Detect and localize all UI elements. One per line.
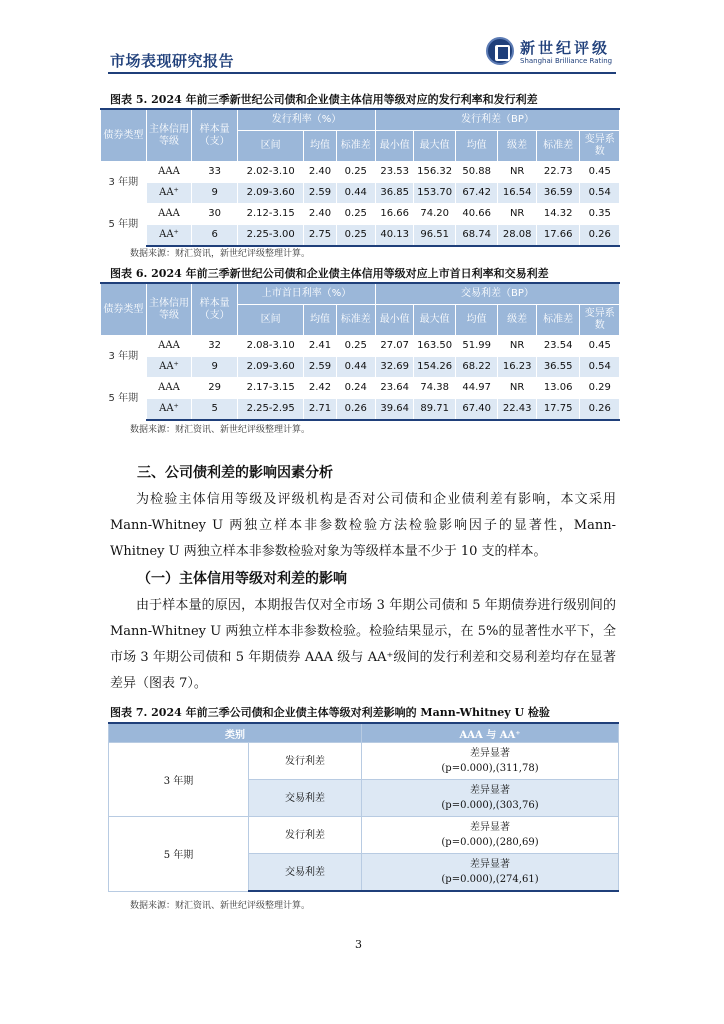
- table5-source: 数据来源：财汇资讯，新世纪评级整理计算。: [130, 249, 311, 259]
- brand-name-en: Shanghai Brilliance Rating: [520, 57, 613, 65]
- table-cell: 36.59: [536, 183, 580, 204]
- table6-header-mean: 均值: [304, 305, 336, 336]
- table-cell: 0.44: [336, 183, 375, 204]
- table-cell: 2.12-3.15: [237, 204, 303, 225]
- table-cell: NR: [498, 378, 536, 399]
- table-cell: 0.44: [336, 357, 375, 378]
- table-cell: 0.29: [580, 378, 620, 399]
- table7-result-cell: [362, 780, 619, 817]
- table5-header-rating: 主体信用等级: [146, 109, 192, 162]
- table7-header-compare: AAA 与 AA⁺: [362, 723, 619, 743]
- table-cell: 14.32: [536, 204, 580, 225]
- table-cell: 2.59: [304, 183, 336, 204]
- section-heading: 三、公司债利差的影响因素分析: [137, 465, 333, 481]
- table-cell: 23.64: [376, 378, 414, 399]
- table6-header-diff: 级差: [498, 305, 536, 336]
- table-cell: 2.09-3.60: [237, 183, 303, 204]
- table-cell: 96.51: [414, 225, 456, 247]
- table-cell: 74.38: [414, 378, 456, 399]
- table-cell: 6: [192, 225, 238, 247]
- table6-period-3y: 3 年期: [101, 336, 147, 378]
- table-cell: 0.54: [580, 183, 620, 204]
- table-cell: 50.88: [455, 162, 498, 183]
- table-cell: 2.40: [304, 162, 336, 183]
- table-cell: 51.99: [455, 336, 498, 357]
- table6-caption: 图表 6. 2024 年前三季新世纪公司债和企业债主体信用等级对应上市首日利率和交易利差: [110, 267, 549, 280]
- table-cell: 22.43: [498, 399, 536, 421]
- table-cell: 0.26: [336, 399, 375, 421]
- table5-header-count: 样本量（支）: [192, 109, 238, 162]
- table-cell: 0.25: [336, 225, 375, 247]
- table-cell: 0.26: [580, 225, 620, 247]
- table-cell: AA⁺: [146, 357, 192, 378]
- table-cell: 40.66: [455, 204, 498, 225]
- table7-issue-spread-label: 发行利差: [249, 817, 362, 854]
- table-cell: 40.13: [376, 225, 414, 247]
- result-label: 差异显著: [470, 748, 510, 759]
- table-cell: 163.50: [414, 336, 456, 357]
- table5-header-mean2: 均值: [455, 131, 498, 162]
- table-cell: 2.02-3.10: [237, 162, 303, 183]
- table-cell: 2.40: [304, 204, 336, 225]
- table5-header-mean: 均值: [304, 131, 336, 162]
- table5-header-spread-group: 发行利差（BP）: [376, 109, 620, 131]
- table-cell: 23.53: [376, 162, 414, 183]
- table6-header-spread-group: 交易利差（BP）: [376, 283, 620, 305]
- table-cell: NR: [498, 162, 536, 183]
- table-cell: 16.54: [498, 183, 536, 204]
- table-cell: 39.64: [376, 399, 414, 421]
- table-cell: 27.07: [376, 336, 414, 357]
- table5-header-std: 标准差: [336, 131, 375, 162]
- table7-source: 数据来源：财汇资讯、新世纪评级整理计算。: [130, 901, 311, 911]
- table-cell: AA⁺: [146, 399, 192, 421]
- table-cell: 23.54: [536, 336, 580, 357]
- table7-header-category: 类别: [109, 723, 362, 743]
- table-cell: 16.23: [498, 357, 536, 378]
- table-row: [101, 357, 620, 378]
- table-cell: 36.85: [376, 183, 414, 204]
- table6: [100, 282, 620, 421]
- table5-caption: 图表 5. 2024 年前三季新世纪公司债和企业债主体信用等级对应的发行利率和发行利差: [110, 93, 538, 106]
- table-cell: 2.41: [304, 336, 336, 357]
- table5-header-cv: 变异系数: [580, 131, 620, 162]
- table-cell: 0.24: [336, 378, 375, 399]
- table-row: [101, 378, 620, 399]
- table-cell: 32.69: [376, 357, 414, 378]
- table5-header-std2: 标准差: [536, 131, 580, 162]
- table-cell: AA⁺: [146, 225, 192, 247]
- table5-header-rate-group: 发行利率（%）: [237, 109, 375, 131]
- table-cell: 13.06: [536, 378, 580, 399]
- table-cell: 67.40: [455, 399, 498, 421]
- result-stats: (p=0.000),(280,69): [441, 837, 539, 848]
- table-cell: 2.25-3.00: [237, 225, 303, 247]
- table6-source: 数据来源：财汇资讯、新世纪评级整理计算。: [130, 425, 311, 435]
- table-cell: AAA: [146, 378, 192, 399]
- table7-caption: 图表 7. 2024 年前三季公司债和企业债主体等级对利差影响的 Mann-Whitney U 检验: [110, 706, 550, 719]
- table-cell: 74.20: [414, 204, 456, 225]
- table7-result-cell: [362, 854, 619, 892]
- table-cell: 16.66: [376, 204, 414, 225]
- table-cell: AAA: [146, 336, 192, 357]
- table-cell: 9: [192, 183, 238, 204]
- table-cell: 2.08-3.10: [237, 336, 303, 357]
- table-row: [101, 399, 620, 421]
- table6-header-std: 标准差: [336, 305, 375, 336]
- table-cell: 67.42: [455, 183, 498, 204]
- table-cell: 2.17-3.15: [237, 378, 303, 399]
- table-cell: NR: [498, 336, 536, 357]
- table7-result-cell: [362, 743, 619, 780]
- table-cell: 9: [192, 357, 238, 378]
- table5-header-max: 最大值: [414, 131, 456, 162]
- table-cell: 89.71: [414, 399, 456, 421]
- table6-header-count: 样本量（支）: [192, 283, 238, 336]
- table6-header-range: 区间: [237, 305, 303, 336]
- table-cell: 17.66: [536, 225, 580, 247]
- table7: [108, 722, 619, 892]
- table6-header-max: 最大值: [414, 305, 456, 336]
- brand-name-cn: 新世纪评级: [520, 39, 611, 57]
- table7-period-3y: 3 年期: [109, 743, 249, 817]
- table-cell: 5: [192, 399, 238, 421]
- table-row: [101, 336, 620, 357]
- result-stats: (p=0.000),(274,61): [441, 874, 539, 885]
- table-cell: AAA: [146, 204, 192, 225]
- section-paragraph-1: 为检验主体信用等级及评级机构是否对公司债和企业债利差有影响，本文采用 Mann-Whitney U 两独立样本非参数检验方法检验影响因子的显著性，Mann-Whitney U 两独立样本非参数检验对象为等级样本量不少于 10 支的样本。: [110, 492, 616, 559]
- result-stats: (p=0.000),(303,76): [441, 800, 539, 811]
- table6-header-min: 最小值: [376, 305, 414, 336]
- table-cell: 22.73: [536, 162, 580, 183]
- brand-logo: [486, 37, 618, 69]
- table-cell: AAA: [146, 162, 192, 183]
- report-title: 市场表现研究报告: [110, 52, 235, 70]
- table-cell: 2.09-3.60: [237, 357, 303, 378]
- table5: [100, 108, 620, 247]
- table-cell: 32: [192, 336, 238, 357]
- table-cell: 0.54: [580, 357, 620, 378]
- page-number: 3: [355, 938, 362, 951]
- table-row: [101, 204, 620, 225]
- table6-period-5y: 5 年期: [101, 378, 147, 421]
- table-cell: 68.22: [455, 357, 498, 378]
- table-cell: 0.45: [580, 162, 620, 183]
- table-cell: 68.74: [455, 225, 498, 247]
- table-cell: 0.35: [580, 204, 620, 225]
- table-cell: 29: [192, 378, 238, 399]
- table7-result-cell: [362, 817, 619, 854]
- table6-header-cv: 变异系数: [580, 305, 620, 336]
- table-cell: 0.25: [336, 336, 375, 357]
- table5-header-min: 最小值: [376, 131, 414, 162]
- table7-trade-spread-label: 交易利差: [249, 854, 362, 892]
- result-label: 差异显著: [470, 822, 510, 833]
- table-cell: 2.75: [304, 225, 336, 247]
- table6-header-type: 债券类型: [101, 283, 147, 336]
- table-cell: NR: [498, 204, 536, 225]
- table-cell: 28.08: [498, 225, 536, 247]
- table-cell: 33: [192, 162, 238, 183]
- result-stats: (p=0.000),(311,78): [441, 763, 539, 774]
- brand-logo-icon: [486, 37, 514, 65]
- table-cell: 0.25: [336, 162, 375, 183]
- table7-period-5y: 5 年期: [109, 817, 249, 892]
- table6-header-mean2: 均值: [455, 305, 498, 336]
- table-cell: AA⁺: [146, 183, 192, 204]
- table-row: [101, 183, 620, 204]
- result-label: 差异显著: [470, 785, 510, 796]
- table-cell: 2.42: [304, 378, 336, 399]
- table-cell: 2.25-2.95: [237, 399, 303, 421]
- table-cell: 44.97: [455, 378, 498, 399]
- table-row: [109, 743, 619, 780]
- table-cell: 2.71: [304, 399, 336, 421]
- header-divider: [108, 72, 616, 74]
- table-cell: 2.59: [304, 357, 336, 378]
- table-cell: 17.75: [536, 399, 580, 421]
- table-cell: 0.25: [336, 204, 375, 225]
- section-paragraph-2: 由于样本量的原因，本期报告仅对全市场 3 年期公司债和 5 年期债券进行级别间的 Mann-Whitney U 两独立样本非参数检验。检验结果显示，在 5%的显著性水平下，全市场 3 年期公司债和 5 年期债券 AAA 级与 AA⁺级间的发行利差和交易利差均存在显著差异（图表 7）。: [110, 598, 616, 691]
- table-cell: 154.26: [414, 357, 456, 378]
- table-row: [109, 817, 619, 854]
- table-cell: 0.26: [580, 399, 620, 421]
- table7-trade-spread-label: 交易利差: [249, 780, 362, 817]
- table5-period-3y: 3 年期: [101, 162, 147, 204]
- table-cell: 36.55: [536, 357, 580, 378]
- table5-header-diff: 级差: [498, 131, 536, 162]
- result-label: 差异显著: [470, 859, 510, 870]
- table5-header-type: 债券类型: [101, 109, 147, 162]
- table5-period-5y: 5 年期: [101, 204, 147, 247]
- table-row: [101, 225, 620, 247]
- table6-header-std2: 标准差: [536, 305, 580, 336]
- table-cell: 156.32: [414, 162, 456, 183]
- table-row: [101, 162, 620, 183]
- table6-header-rating: 主体信用等级: [146, 283, 192, 336]
- table7-issue-spread-label: 发行利差: [249, 743, 362, 780]
- subsection-heading: （一）主体信用等级对利差的影响: [137, 571, 347, 587]
- table5-header-range: 区间: [237, 131, 303, 162]
- table-cell: 0.45: [580, 336, 620, 357]
- table-cell: 30: [192, 204, 238, 225]
- table-cell: 153.70: [414, 183, 456, 204]
- table6-header-rate-group: 上市首日利率（%）: [237, 283, 375, 305]
